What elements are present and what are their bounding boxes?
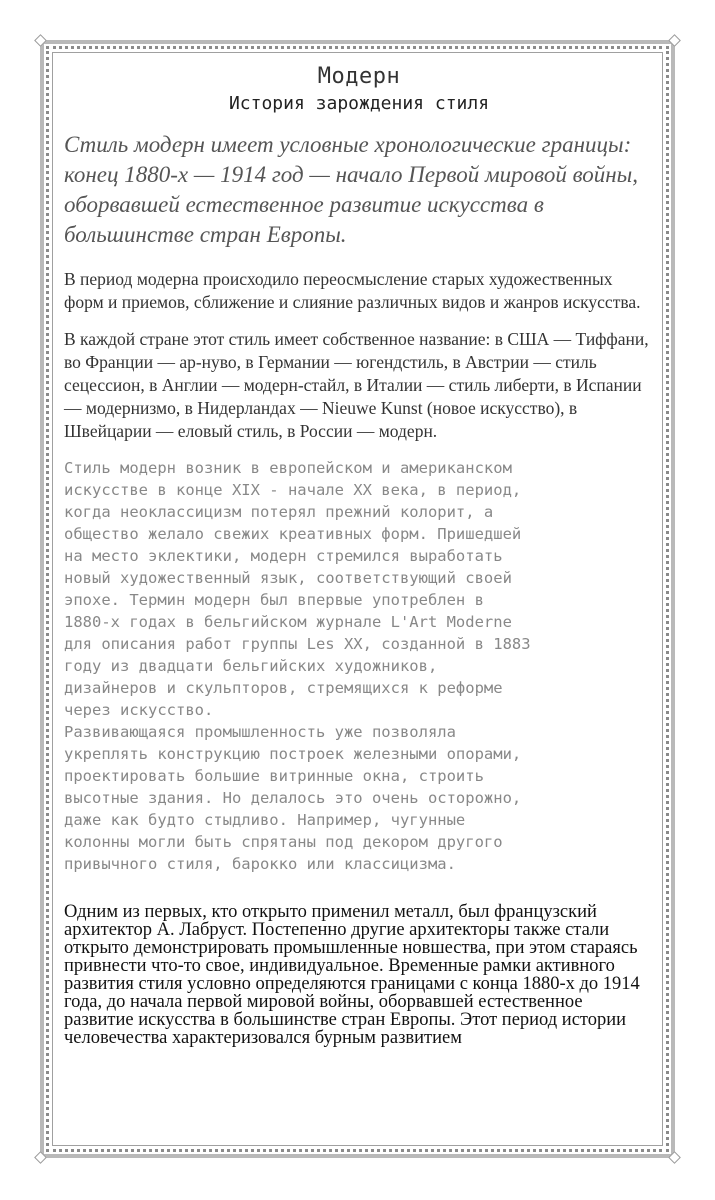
page-title: Модерн (317, 64, 401, 89)
monospace-paragraph: Стиль модерн возник в европейском и американском искусстве в конце XIX - начале XX века, в период, когда неоклассицизм потерял прежний колорит, а общество желало свежих креативных форм. Пришедшей на место эклектики, модерн стремился выработать новый художественный язык, соответствующий своей эпохе. Термин модерн был впервые употреблен в 1880-х годах в бельгийском журнале L'Art Moderne для описания работ группы Les XX, созданной в 1883 году из двадцати бельгийских художников, дизайнеров и скульпторов, стремящихся к реформе через искусство. (64, 459, 531, 719)
page-subtitle: История зарождения стиля (228, 93, 490, 114)
closing-paragraph: Одним из первых, кто открыто применил металл, был французский архитектор А. Лабруст. Постепенно другие архитекторы также стали открыто демонстрировать промышленные новшества, при этом стараясь привнести что-то свое, индивидуальное. Временные рамки активного развития стиля условно определяются границами с конца 1880-х до 1914 года, до начала первой мировой войны, оборвавшей естественное развитие искусства в большинстве стран Европы. Этот период истории человечества характеризовался бурным развитием (64, 902, 640, 1048)
body-paragraph: В период модерна происходило переосмысление старых художественных форм и приемов, сближение и слияние различных видов и жанров искусства. (64, 269, 641, 312)
document-body (64, 62, 654, 1047)
body-paragraph: В каждой стране этот стиль имеет собственное название: в США — Тиффани, во Франции — ар-нуво, в Германии — югендстиль, в Австрии — стиль сецессион, в Англии — модерн-стайл, в Италии — стиль либерти, в Испании — модернизмо, в Нидерландах — Nieuwe Kunst (новое искусство), в Швейцарии — еловый стиль, в России — модерн. (64, 329, 649, 441)
monospace-paragraph: Развивающаяся промышленность уже позволяла укреплять конструкцию построек железными опорами, проектировать большие витринные окна, строить высотные здания. Но делалось это очень осторожно, даже как будто стыдливо. Например, чугунные колонны могли быть спрятаны под декором другого привычного стиля, барокко или классицизма. (64, 723, 522, 873)
lead-paragraph: Стиль модерн имеет условные хронологические границы: конец 1880-х — 1914 год — начало Первой мировой войны, оборвавшей естественное развитие искусства в большинстве стран Европы. (64, 132, 638, 247)
